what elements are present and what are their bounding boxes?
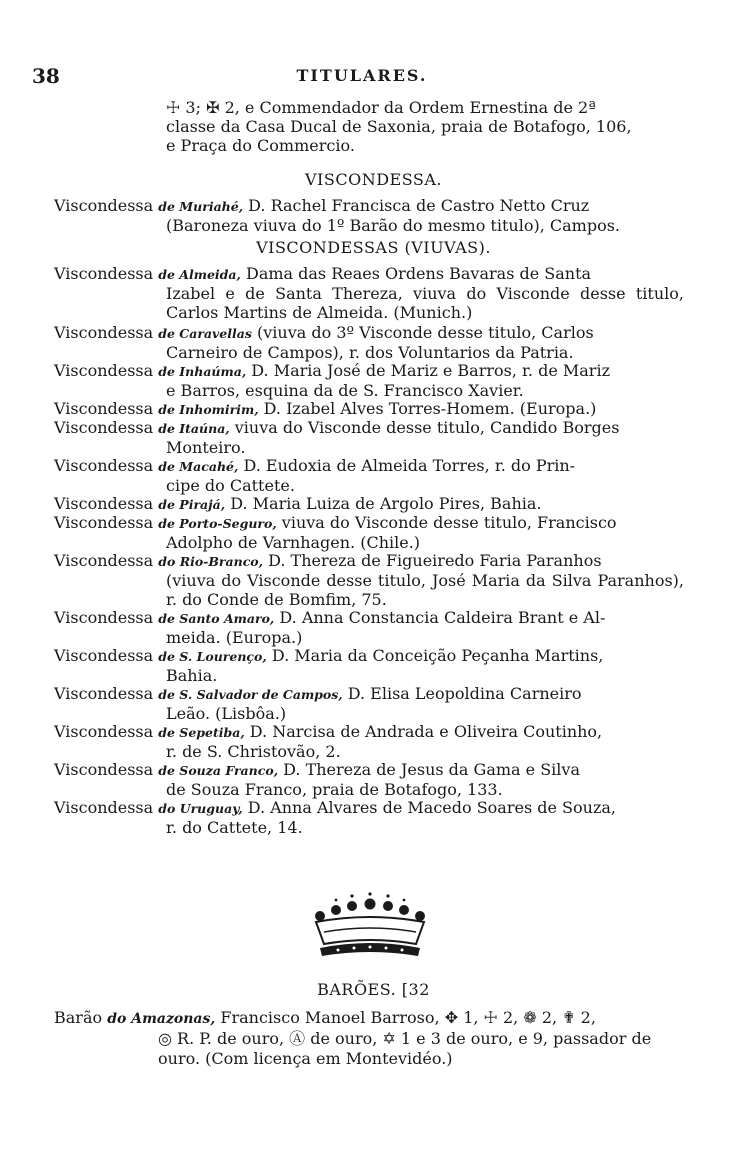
entry-continuation: cipe do Cattete. [166, 476, 295, 495]
entry-continuation: Adolpho de Varnhagen. (Chile.) [166, 533, 421, 552]
entry-text: D. Elisa Leopoldina Carneiro [347, 684, 582, 703]
entry-continuation: Carneiro de Campos), r. dos Voluntarios da Patria. [166, 343, 574, 362]
entry-continuation: meida. (Europa.) [166, 628, 303, 647]
list-item [54, 646, 684, 685]
intro-continuation [166, 98, 684, 155]
entry-title: de Souza Franco, [158, 763, 279, 778]
intro-line: classe da Casa Ducal de Saxonia, praia de Botafogo, 106, [166, 117, 632, 136]
entry-text: (viuva do 3º Visconde desse titulo, Carlos [257, 323, 594, 342]
list-item [54, 418, 684, 457]
entry-text: Dama das Reaes Ordens Bavaras de Santa [245, 264, 592, 283]
entry-continuation: (Baroneza viuva do 1º Barão do mesmo titulo), Campos. [166, 216, 620, 235]
entry-continuation: Bahia. [166, 666, 218, 685]
entry-title: de S. Salvador de Campos, [158, 687, 343, 702]
list-item [54, 361, 684, 400]
list-item [54, 1008, 694, 1069]
list-item [54, 513, 684, 552]
entry-lead: Viscondessa [54, 264, 154, 283]
entry-continuation: r. de S. Christovão, 2. [166, 742, 341, 761]
intro-line: e Praça do Commercio. [166, 136, 355, 155]
entry-continuation: ◎ R. P. de ouro, Ⓐ de ouro, ✡ 1 e 3 de ouro, e 9, passador de ouro. (Com licença em Montevidéo.) [158, 1029, 652, 1068]
entry-continuation: r. do Cattete, 14. [166, 818, 303, 837]
list-item [54, 722, 684, 761]
entry-title: de Santo Amaro, [158, 611, 275, 626]
list-item [54, 456, 684, 495]
running-header [32, 64, 692, 88]
entry-title: de S. Lourenço, [158, 649, 267, 664]
list-item [54, 684, 684, 723]
entry-lead: Viscondessa [54, 722, 154, 741]
entry-lead: Viscondessa [54, 323, 154, 342]
list-item [54, 551, 684, 609]
entry-text: D. Narcisa de Andrada e Oliveira Coutinho, [249, 722, 603, 741]
entry-continuation: Izabel e de Santa Thereza, viuva do Visconde desse titulo, Carlos Martins de Almeida. (Munich.) [166, 284, 684, 322]
entry-lead: Viscondessa [54, 684, 154, 703]
entry-lead: Viscondessa [54, 608, 154, 627]
list-item [54, 264, 684, 322]
entry-text: D. Thereza de Jesus da Gama e Silva [283, 760, 580, 779]
entry-text: D. Anna Constancia Caldeira Brant e Al- [279, 608, 606, 627]
section-heading-baroes: BARÕES. [32 [317, 980, 430, 999]
entry-text: D. Izabel Alves Torres-Homem. (Europa.) [263, 399, 597, 418]
entry-lead: Viscondessa [54, 798, 154, 817]
entry-title: de Pirajá, [158, 497, 226, 512]
entry-lead: Viscondessa [54, 513, 154, 532]
entry-title: de Inhaúma, [158, 364, 247, 379]
entry-continuation: e Barros, esquina da de S. Francisco Xavier. [166, 381, 524, 400]
entry-lead: Viscondessa [54, 760, 154, 779]
entry-lead: Viscondessa [54, 418, 154, 437]
entry-title: de Almeida, [158, 267, 241, 282]
entry-lead: Viscondessa [54, 646, 154, 665]
entry-text: D. Rachel Francisca de Castro Netto Cruz [248, 196, 590, 215]
entry-lead: Viscondessa [54, 456, 154, 475]
entry-lead: Viscondessa [54, 494, 154, 513]
entry-text: D. Maria José de Mariz e Barros, r. de Mariz [251, 361, 610, 380]
entry-title: de Porto-Seguro, [158, 516, 277, 531]
entry-continuation: Monteiro. [166, 438, 246, 457]
entry-title: de Itaúna, [158, 421, 230, 436]
entry-lead: Viscondessa [54, 551, 154, 570]
list-item [54, 196, 684, 235]
entry-title: de Inhomirim, [158, 402, 259, 417]
section-heading-viscondessa: VISCONDESSA. [305, 170, 442, 189]
entry-title: do Uruguay, [158, 801, 243, 816]
entry-title: de Sepetiba, [158, 725, 245, 740]
entry-lead: Barão [54, 1008, 103, 1027]
entry-title: de Macahé, [158, 459, 239, 474]
section-heading-viuvas: VISCONDESSAS (VIUVAS). [256, 238, 491, 257]
entry-title: do Rio-Branco, [158, 554, 263, 569]
list-item [54, 323, 684, 362]
entry-text: D. Maria da Conceição Peçanha Martins, [271, 646, 604, 665]
list-item [54, 760, 684, 799]
page-number: 38 [32, 64, 60, 88]
list-item [54, 399, 684, 419]
entry-continuation: de Souza Franco, praia de Botafogo, 133. [166, 780, 503, 799]
entry-text: viuva do Visconde desse titulo, Candido Borges [234, 418, 620, 437]
entry-title: de Muriahé, [158, 199, 244, 214]
entry-lead: Viscondessa [54, 361, 154, 380]
entry-title: do Amazonas, [107, 1011, 216, 1027]
entry-text: D. Anna Alvares de Macedo Soares de Souza, [247, 798, 617, 817]
intro-line: ☩ 3; ✠ 2, e Commendador da Ordem Ernestina de 2ª [166, 98, 596, 117]
list-item [54, 608, 684, 647]
entry-text: D. Thereza de Figueiredo Faria Paranhos [268, 551, 602, 570]
list-item [54, 798, 684, 837]
entry-title: de Caravellas [158, 326, 252, 341]
list-item [54, 494, 684, 514]
entry-continuation: Leão. (Lisbôa.) [166, 704, 287, 723]
crown-icon [298, 892, 442, 964]
entry-text: D. Maria Luiza de Argolo Pires, Bahia. [230, 494, 542, 513]
entry-lead: Viscondessa [54, 399, 154, 418]
running-title: TITULARES. [296, 66, 428, 85]
entry-continuation: (viuva do Visconde desse titulo, José Maria da Silva Paranhos), r. do Conde de Bomfim, 75. [166, 571, 684, 609]
entry-lead: Viscondessa [54, 196, 154, 215]
entry-text: D. Eudoxia de Almeida Torres, r. do Prin- [243, 456, 576, 475]
entry-text: Francisco Manoel Barroso, ✥ 1, ☩ 2, ❁ 2, ✟ 2, [220, 1008, 596, 1027]
entry-text: viuva do Visconde desse titulo, Francisco [281, 513, 617, 532]
